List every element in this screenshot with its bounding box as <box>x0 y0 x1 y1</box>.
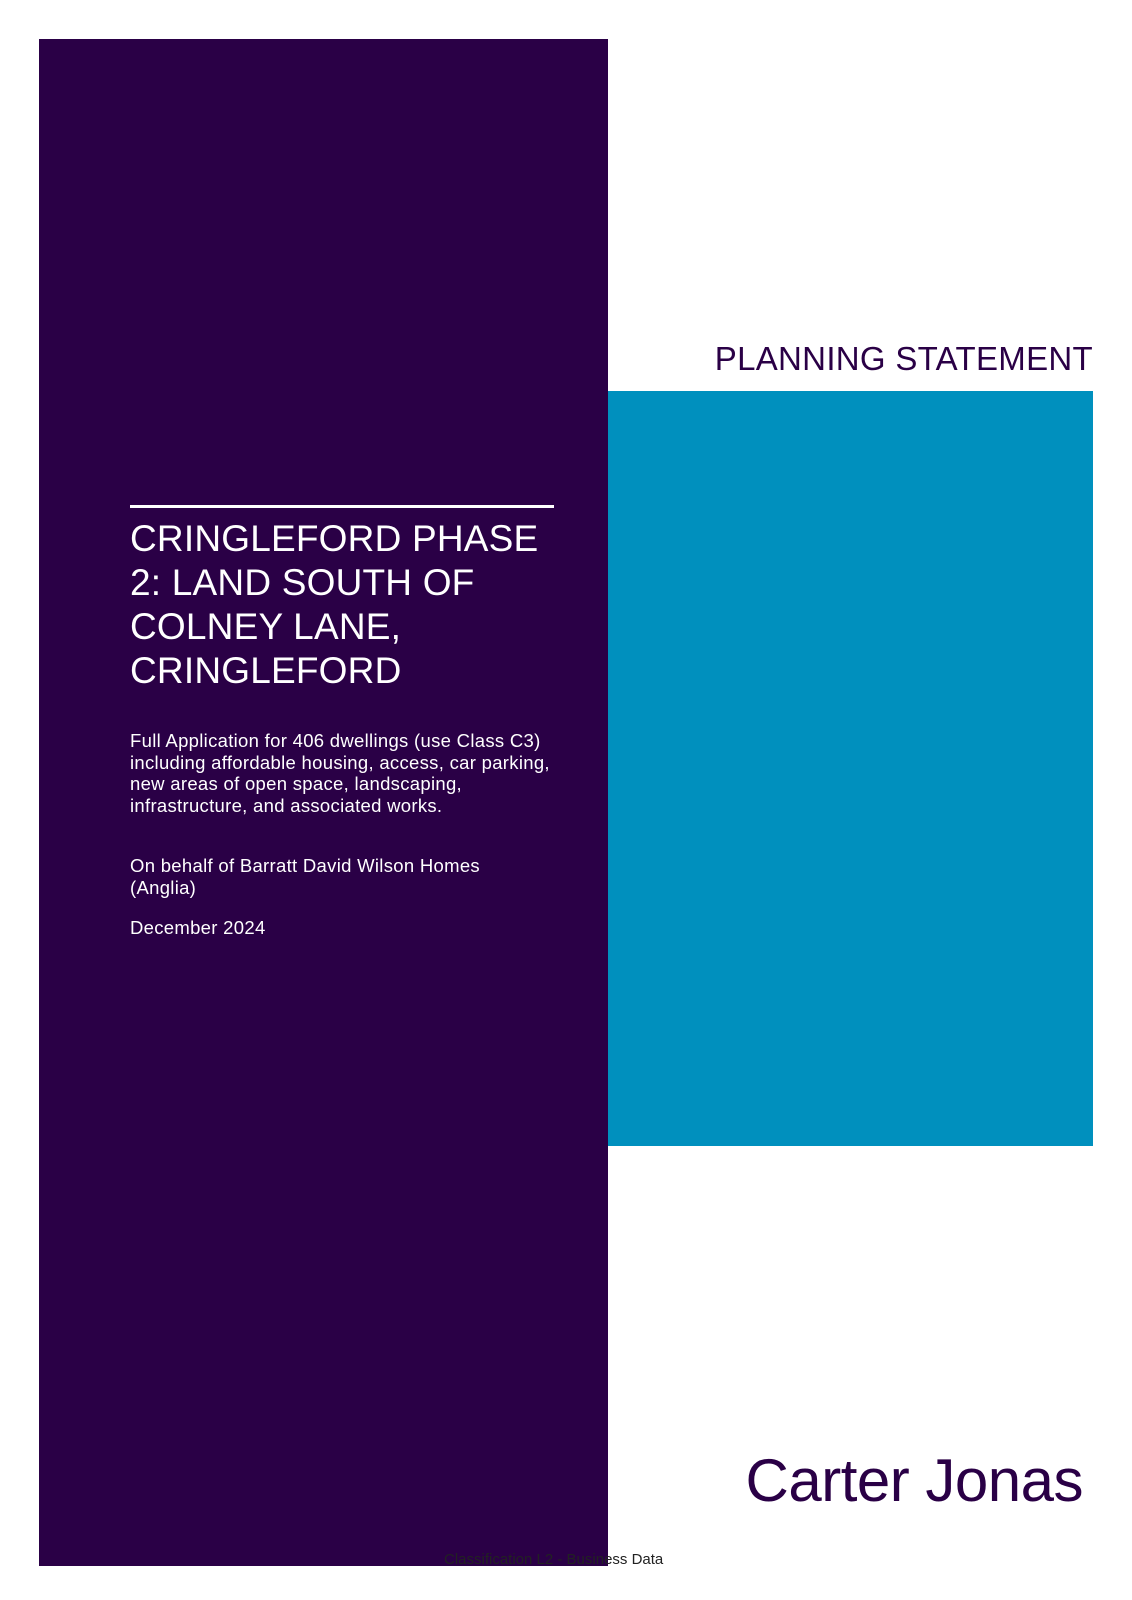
carter-jonas-logo: Carter Jonas <box>745 1447 1083 1514</box>
client-line: On behalf of Barratt David Wilson Homes (Anglia) <box>130 855 480 898</box>
document-title: CRINGLEFORD PHASE 2: LAND SOUTH OF COLNEY LANE, CRINGLEFORD <box>130 518 539 691</box>
application-description: Full Application for 406 dwellings (use Class C3) including affordable housing, access, car parking, new areas of open space, landscaping, infrastructure, and associated works. <box>130 730 550 816</box>
classification-footer: Classification L2 - Business Data <box>444 1551 664 1568</box>
document-date: December 2024 <box>130 917 266 938</box>
document-type-heading: PLANNING STATEMENT <box>714 340 1093 377</box>
blue-accent-panel <box>608 391 1093 1146</box>
title-divider-line <box>130 505 554 508</box>
